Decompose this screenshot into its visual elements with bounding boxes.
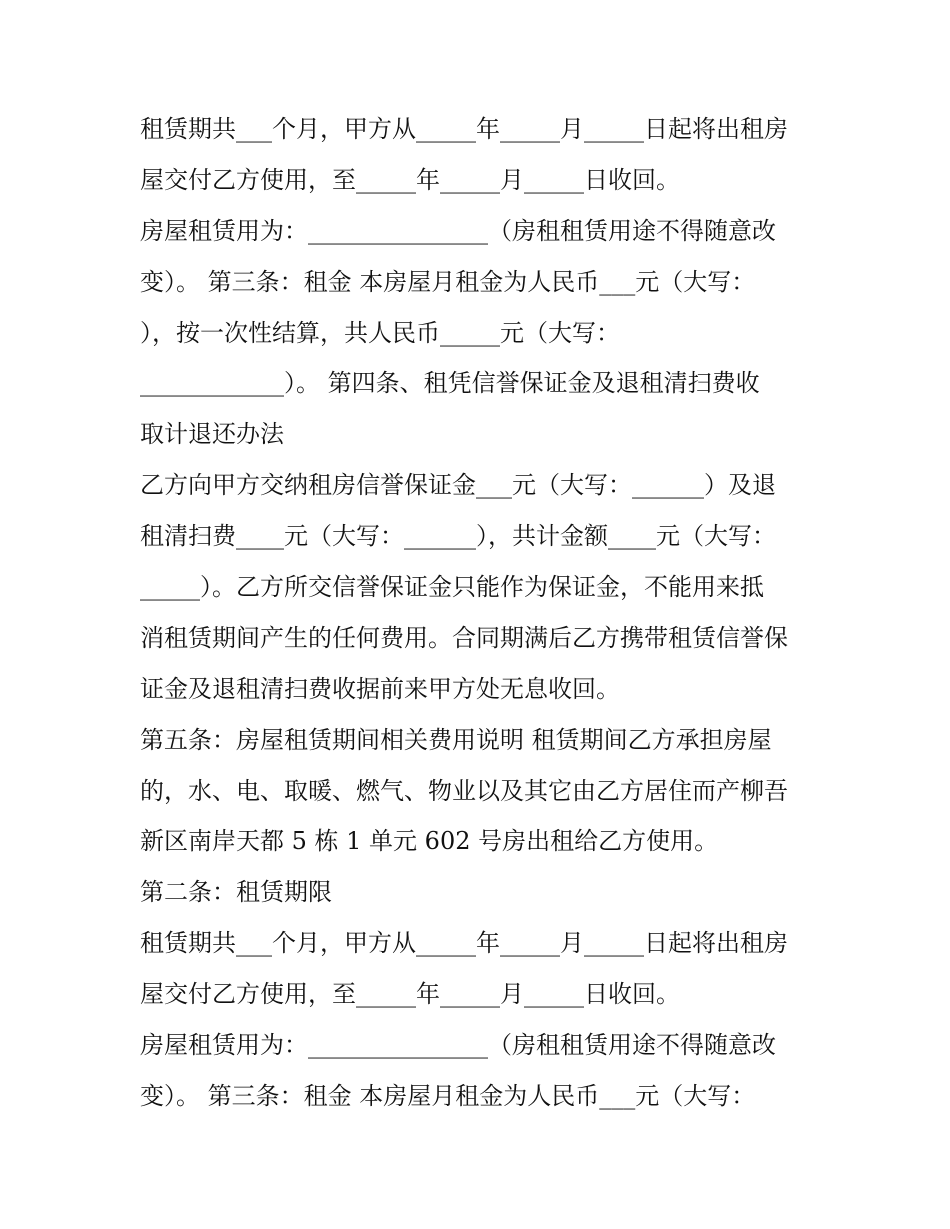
- text-line: 乙方向甲方交纳租房信誉保证金___元（大写：______）及退: [140, 471, 776, 500]
- text-line: 租赁期共___个月，甲方从_____年_____月_____日起将出租房: [140, 929, 788, 958]
- text-line: 屋交付乙方使用，至_____年_____月_____日收回。: [140, 980, 680, 1009]
- text-line: 新区南岸天都 5 栋 1 单元 602 号房出租给乙方使用。: [140, 827, 719, 856]
- section-heading: 第二条：租赁期限: [140, 878, 332, 907]
- section-heading: 取计退还办法: [140, 420, 284, 449]
- text-line: 消租赁期间产生的任何费用。合同期满后乙方携带租赁信誉保: [140, 623, 788, 652]
- text-line: 变）。 第三条：租金 本房屋月租金为人民币___元（大写：: [140, 267, 756, 296]
- text-line: ____________）。 第四条、租凭信誉保证金及退租清扫费收: [140, 369, 760, 398]
- text-line: 第五条：房屋租赁期间相关费用说明 租赁期间乙方承担房屋: [140, 725, 772, 754]
- contract-text: [140, 104, 820, 1122]
- text-line: 房屋租赁用为：_______________（房租租赁用途不得随意改: [140, 1031, 776, 1060]
- text-line: 租赁期共___个月，甲方从_____年_____月_____日起将出租房: [140, 115, 788, 143]
- text-line: _____）。乙方所交信誉保证金只能作为保证金，不能用来抵: [140, 573, 764, 602]
- text-line: 屋交付乙方使用，至_____年_____月_____日收回。: [140, 165, 680, 194]
- text-line: 租清扫费____元（大写：______），共计金额____元（大写：: [140, 522, 776, 551]
- text-line: 房屋租赁用为：_______________（房租租赁用途不得随意改: [140, 216, 776, 245]
- text-line: ），按一次性结算，共人民币_____元（大写：: [140, 318, 620, 347]
- text-line: 证金及退租清扫费收据前来甲方处无息收回。: [140, 674, 620, 703]
- text-line: 的，水、电、取暖、燃气、物业以及其它由乙方居住而产柳吾: [140, 776, 788, 805]
- text-line: 变）。 第三条：租金 本房屋月租金为人民币___元（大写：: [140, 1081, 756, 1110]
